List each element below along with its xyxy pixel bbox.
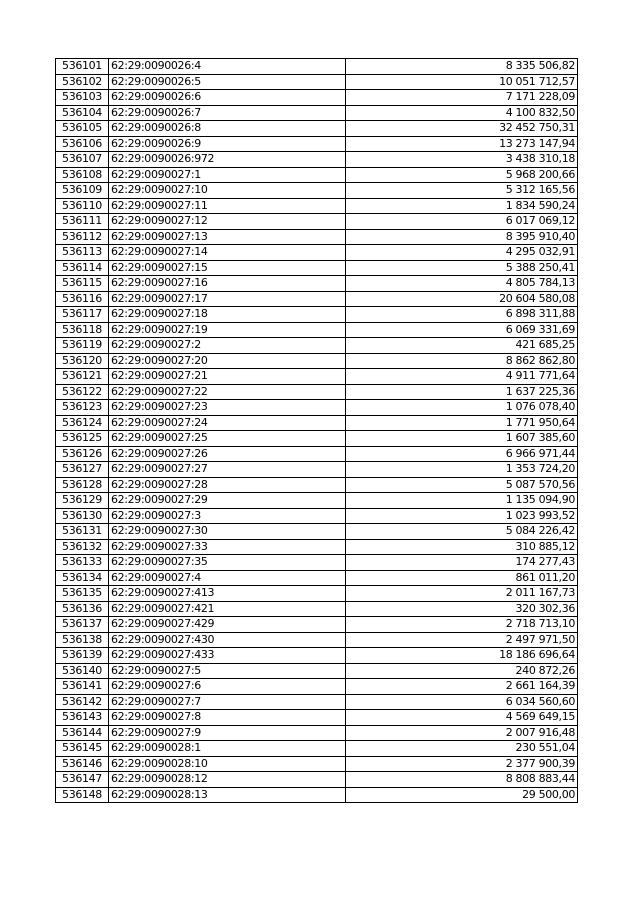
row-id-cell: 536129 (56, 493, 109, 509)
cadastral-value-cell: 4 295 032,91 (346, 245, 578, 261)
row-id-cell: 536103 (56, 90, 109, 106)
table-row (56, 617, 578, 633)
cadastral-value-cell: 32 452 750,31 (346, 121, 578, 137)
cadastral-value-cell: 310 885,12 (346, 539, 578, 555)
table-row (56, 198, 578, 214)
cadastral-value-cell: 1 076 078,40 (346, 400, 578, 416)
table-row (56, 245, 578, 261)
cadastral-number-cell: 62:29:0090027:29 (109, 493, 346, 509)
cadastral-value-cell: 6 034 560,60 (346, 694, 578, 710)
row-id-cell: 536137 (56, 617, 109, 633)
cadastral-number-cell: 62:29:0090027:33 (109, 539, 346, 555)
table-row (56, 524, 578, 540)
table-row (56, 214, 578, 230)
row-id-cell: 536108 (56, 167, 109, 183)
cadastral-number-cell: 62:29:0090027:24 (109, 415, 346, 431)
row-id-cell: 536132 (56, 539, 109, 555)
cadastral-number-cell: 62:29:0090027:413 (109, 586, 346, 602)
cadastral-number-cell: 62:29:0090026:8 (109, 121, 346, 137)
row-id-cell: 536146 (56, 756, 109, 772)
table-row (56, 260, 578, 276)
table-row (56, 431, 578, 447)
row-id-cell: 536141 (56, 679, 109, 695)
cadastral-number-cell: 62:29:0090026:972 (109, 152, 346, 168)
cadastral-value-cell: 18 186 696,64 (346, 648, 578, 664)
table-row (56, 508, 578, 524)
table-row (56, 276, 578, 292)
row-id-cell: 536145 (56, 741, 109, 757)
row-id-cell: 536121 (56, 369, 109, 385)
cadastral-value-cell: 13 273 147,94 (346, 136, 578, 152)
table-row (56, 710, 578, 726)
table-row (56, 152, 578, 168)
cadastral-value-cell: 3 438 310,18 (346, 152, 578, 168)
row-id-cell: 536138 (56, 632, 109, 648)
cadastral-value-cell: 6 017 069,12 (346, 214, 578, 230)
table-row (56, 229, 578, 245)
table-row (56, 167, 578, 183)
table-row (56, 477, 578, 493)
cadastral-number-cell: 62:29:0090026:4 (109, 59, 346, 75)
cadastral-number-cell: 62:29:0090027:4 (109, 570, 346, 586)
cadastral-value-cell: 29 500,00 (346, 787, 578, 803)
table-row (56, 787, 578, 803)
row-id-cell: 536113 (56, 245, 109, 261)
table-row (56, 586, 578, 602)
cadastral-value-cell: 4 569 649,15 (346, 710, 578, 726)
cadastral-value-cell: 1 771 950,64 (346, 415, 578, 431)
table-row (56, 291, 578, 307)
cadastral-number-cell: 62:29:0090027:19 (109, 322, 346, 338)
cadastral-value-cell: 174 277,43 (346, 555, 578, 571)
cadastral-number-cell: 62:29:0090027:421 (109, 601, 346, 617)
row-id-cell: 536122 (56, 384, 109, 400)
table-row (56, 539, 578, 555)
row-id-cell: 536102 (56, 74, 109, 90)
cadastral-number-cell: 62:29:0090027:30 (109, 524, 346, 540)
cadastral-value-cell: 20 604 580,08 (346, 291, 578, 307)
cadastral-number-cell: 62:29:0090027:18 (109, 307, 346, 323)
table-body (56, 59, 578, 803)
row-id-cell: 536110 (56, 198, 109, 214)
cadastral-value-cell: 1 637 225,36 (346, 384, 578, 400)
cadastral-number-cell: 62:29:0090027:20 (109, 353, 346, 369)
cadastral-value-cell: 8 335 506,82 (346, 59, 578, 75)
row-id-cell: 536136 (56, 601, 109, 617)
row-id-cell: 536112 (56, 229, 109, 245)
row-id-cell: 536142 (56, 694, 109, 710)
table-row (56, 59, 578, 75)
row-id-cell: 536134 (56, 570, 109, 586)
row-id-cell: 536131 (56, 524, 109, 540)
cadastral-value-cell: 2 011 167,73 (346, 586, 578, 602)
cadastral-value-cell: 5 312 165,56 (346, 183, 578, 199)
cadastral-number-cell: 62:29:0090028:12 (109, 772, 346, 788)
cadastral-number-cell: 62:29:0090026:5 (109, 74, 346, 90)
cadastral-number-cell: 62:29:0090027:17 (109, 291, 346, 307)
cadastral-value-cell: 1 353 724,20 (346, 462, 578, 478)
row-id-cell: 536118 (56, 322, 109, 338)
cadastral-value-cell: 5 084 226,42 (346, 524, 578, 540)
table-row (56, 601, 578, 617)
cadastral-value-cell: 1 135 094,90 (346, 493, 578, 509)
cadastral-value-cell: 2 718 713,10 (346, 617, 578, 633)
cadastral-number-cell: 62:29:0090027:5 (109, 663, 346, 679)
cadastral-number-cell: 62:29:0090026:6 (109, 90, 346, 106)
cadastral-number-cell: 62:29:0090027:9 (109, 725, 346, 741)
cadastral-number-cell: 62:29:0090027:10 (109, 183, 346, 199)
cadastral-number-cell: 62:29:0090027:3 (109, 508, 346, 524)
cadastral-value-cell: 8 395 910,40 (346, 229, 578, 245)
cadastral-number-cell: 62:29:0090027:433 (109, 648, 346, 664)
cadastral-value-cell: 1 023 993,52 (346, 508, 578, 524)
cadastral-number-cell: 62:29:0090027:28 (109, 477, 346, 493)
table-row (56, 446, 578, 462)
cadastral-number-cell: 62:29:0090027:429 (109, 617, 346, 633)
table-row (56, 555, 578, 571)
cadastral-value-cell: 2 661 164,39 (346, 679, 578, 695)
cadastral-number-cell: 62:29:0090028:10 (109, 756, 346, 772)
table-row (56, 632, 578, 648)
cadastral-value-cell: 1 607 385,60 (346, 431, 578, 447)
cadastral-value-cell: 8 808 883,44 (346, 772, 578, 788)
cadastral-value-cell: 421 685,25 (346, 338, 578, 354)
cadastral-value-cell: 2 007 916,48 (346, 725, 578, 741)
cadastral-value-cell: 8 862 862,80 (346, 353, 578, 369)
row-id-cell: 536140 (56, 663, 109, 679)
cadastral-value-cell: 230 551,04 (346, 741, 578, 757)
cadastral-value-cell: 7 171 228,09 (346, 90, 578, 106)
row-id-cell: 536133 (56, 555, 109, 571)
table-row (56, 663, 578, 679)
cadastral-value-cell: 240 872,26 (346, 663, 578, 679)
cadastral-number-cell: 62:29:0090027:7 (109, 694, 346, 710)
row-id-cell: 536130 (56, 508, 109, 524)
cadastral-value-cell: 1 834 590,24 (346, 198, 578, 214)
cadastral-number-cell: 62:29:0090027:12 (109, 214, 346, 230)
row-id-cell: 536117 (56, 307, 109, 323)
table-row (56, 725, 578, 741)
table-row (56, 756, 578, 772)
cadastral-value-cell: 4 805 784,13 (346, 276, 578, 292)
cadastral-number-cell: 62:29:0090027:6 (109, 679, 346, 695)
row-id-cell: 536116 (56, 291, 109, 307)
row-id-cell: 536104 (56, 105, 109, 121)
cadastral-value-cell: 861 011,20 (346, 570, 578, 586)
cadastral-number-cell: 62:29:0090028:1 (109, 741, 346, 757)
cadastral-value-cell: 4 911 771,64 (346, 369, 578, 385)
table-row (56, 307, 578, 323)
row-id-cell: 536144 (56, 725, 109, 741)
cadastral-number-cell: 62:29:0090027:1 (109, 167, 346, 183)
table-row (56, 338, 578, 354)
cadastral-value-cell: 4 100 832,50 (346, 105, 578, 121)
cadastral-number-cell: 62:29:0090028:13 (109, 787, 346, 803)
table-row (56, 694, 578, 710)
table-row (56, 462, 578, 478)
cadastral-number-cell: 62:29:0090027:2 (109, 338, 346, 354)
table-row (56, 741, 578, 757)
cadastral-value-cell: 320 302,36 (346, 601, 578, 617)
table-row (56, 369, 578, 385)
cadastral-number-cell: 62:29:0090027:35 (109, 555, 346, 571)
cadastral-value-cell: 5 388 250,41 (346, 260, 578, 276)
row-id-cell: 536148 (56, 787, 109, 803)
row-id-cell: 536147 (56, 772, 109, 788)
table-row (56, 183, 578, 199)
cadastral-value-table (55, 58, 578, 803)
row-id-cell: 536107 (56, 152, 109, 168)
row-id-cell: 536125 (56, 431, 109, 447)
table-row (56, 121, 578, 137)
cadastral-number-cell: 62:29:0090027:15 (109, 260, 346, 276)
row-id-cell: 536115 (56, 276, 109, 292)
row-id-cell: 536135 (56, 586, 109, 602)
cadastral-value-cell: 10 051 712,57 (346, 74, 578, 90)
table-row (56, 772, 578, 788)
row-id-cell: 536128 (56, 477, 109, 493)
cadastral-number-cell: 62:29:0090027:25 (109, 431, 346, 447)
table-row (56, 322, 578, 338)
row-id-cell: 536120 (56, 353, 109, 369)
cadastral-number-cell: 62:29:0090026:7 (109, 105, 346, 121)
table-row (56, 105, 578, 121)
cadastral-number-cell: 62:29:0090027:14 (109, 245, 346, 261)
table-row (56, 679, 578, 695)
table-row (56, 74, 578, 90)
table-row (56, 353, 578, 369)
row-id-cell: 536111 (56, 214, 109, 230)
table-row (56, 90, 578, 106)
row-id-cell: 536119 (56, 338, 109, 354)
row-id-cell: 536106 (56, 136, 109, 152)
cadastral-value-cell: 5 087 570,56 (346, 477, 578, 493)
table-row (56, 400, 578, 416)
row-id-cell: 536139 (56, 648, 109, 664)
table-row (56, 648, 578, 664)
row-id-cell: 536123 (56, 400, 109, 416)
cadastral-number-cell: 62:29:0090027:16 (109, 276, 346, 292)
cadastral-value-cell: 6 898 311,88 (346, 307, 578, 323)
table-row (56, 136, 578, 152)
row-id-cell: 536105 (56, 121, 109, 137)
cadastral-number-cell: 62:29:0090027:26 (109, 446, 346, 462)
row-id-cell: 536143 (56, 710, 109, 726)
row-id-cell: 536109 (56, 183, 109, 199)
row-id-cell: 536126 (56, 446, 109, 462)
cadastral-number-cell: 62:29:0090027:430 (109, 632, 346, 648)
row-id-cell: 536124 (56, 415, 109, 431)
cadastral-number-cell: 62:29:0090026:9 (109, 136, 346, 152)
cadastral-value-cell: 5 968 200,66 (346, 167, 578, 183)
row-id-cell: 536127 (56, 462, 109, 478)
cadastral-value-cell: 6 069 331,69 (346, 322, 578, 338)
cadastral-value-cell: 2 377 900,39 (346, 756, 578, 772)
cadastral-number-cell: 62:29:0090027:27 (109, 462, 346, 478)
cadastral-number-cell: 62:29:0090027:11 (109, 198, 346, 214)
row-id-cell: 536101 (56, 59, 109, 75)
cadastral-value-cell: 6 966 971,44 (346, 446, 578, 462)
cadastral-number-cell: 62:29:0090027:23 (109, 400, 346, 416)
table-row (56, 384, 578, 400)
table-row (56, 570, 578, 586)
cadastral-value-cell: 2 497 971,50 (346, 632, 578, 648)
table-row (56, 493, 578, 509)
cadastral-number-cell: 62:29:0090027:22 (109, 384, 346, 400)
cadastral-number-cell: 62:29:0090027:13 (109, 229, 346, 245)
cadastral-number-cell: 62:29:0090027:8 (109, 710, 346, 726)
row-id-cell: 536114 (56, 260, 109, 276)
table-row (56, 415, 578, 431)
cadastral-number-cell: 62:29:0090027:21 (109, 369, 346, 385)
